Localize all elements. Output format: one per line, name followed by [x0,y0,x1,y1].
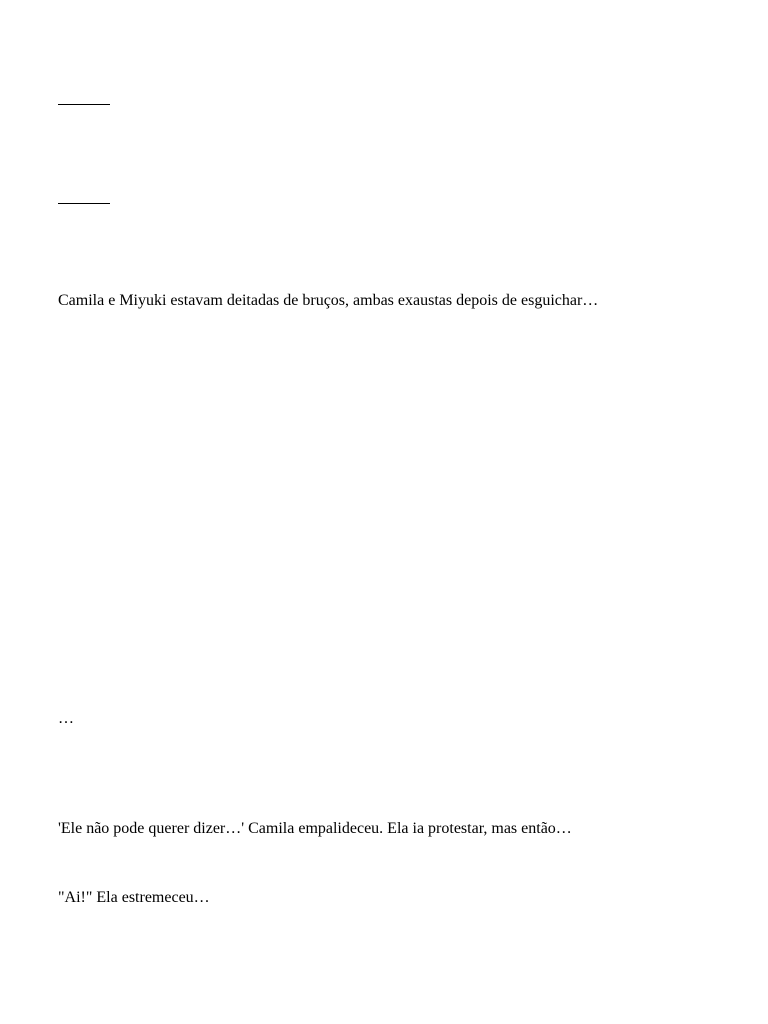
paragraph: 'Ele não pode querer dizer…' Camila empalideceu. Ela ia protestar, mas então… [58,820,572,837]
section-divider [58,104,110,105]
section-divider [58,203,110,204]
paragraph: Camila e Miyuki estavam deitadas de bruços, ambas exaustas depois de esguichar… [58,292,599,309]
paragraph: "Ai!" Ela estremeceu… [58,889,210,906]
paragraph: … [58,710,74,727]
